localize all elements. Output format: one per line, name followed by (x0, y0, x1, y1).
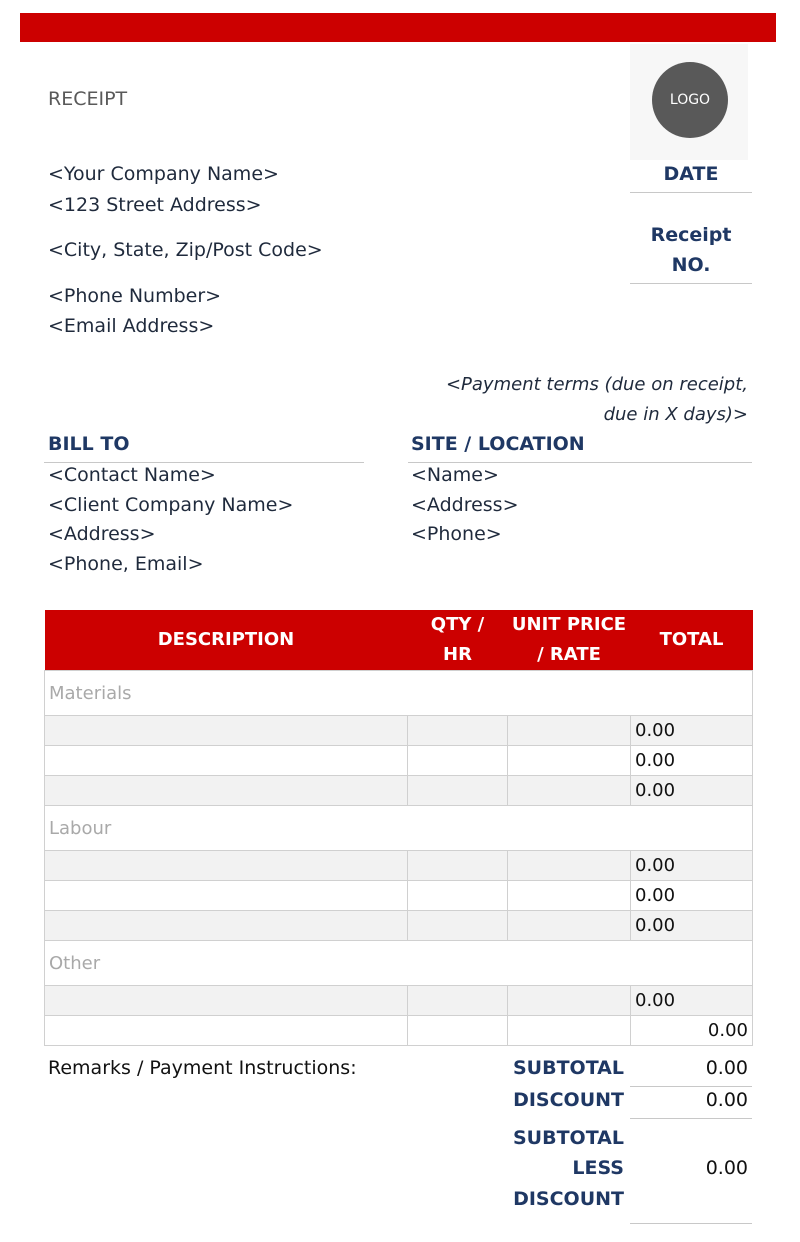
qty-cell[interactable] (408, 746, 508, 776)
bill-to-heading: BILL TO (48, 433, 130, 455)
company-street: <123 Street Address> (48, 194, 262, 216)
section-row-materials (45, 671, 753, 716)
qty-cell[interactable] (408, 986, 508, 1016)
receipt-no-label-line1: Receipt (650, 224, 732, 246)
table-row (45, 716, 753, 746)
description-cell[interactable] (45, 911, 408, 941)
section-label: Labour (45, 806, 753, 851)
total-cell: 0.00 (631, 911, 753, 941)
subtotal-less-discount-label-line2: LESS (572, 1157, 624, 1179)
subtotal-less-discount-label-line3: DISCOUNT (513, 1188, 624, 1210)
receipt-no-divider (630, 283, 752, 284)
table-row (45, 911, 753, 941)
page-title: RECEIPT (48, 88, 128, 110)
site-location-heading: SITE / LOCATION (411, 433, 585, 455)
section-row-labour (45, 806, 753, 851)
bill-to-line: <Phone, Email> (48, 553, 204, 575)
total-cell: 0.00 (631, 881, 753, 911)
qty-cell[interactable] (408, 911, 508, 941)
site-line: <Address> (411, 494, 519, 516)
description-cell[interactable] (45, 746, 408, 776)
bill-to-line: <Contact Name> (48, 464, 216, 486)
total-cell: 0.00 (631, 1016, 753, 1046)
qty-cell[interactable] (408, 716, 508, 746)
unit-price-cell[interactable] (508, 776, 631, 806)
section-label: Other (45, 941, 753, 986)
qty-header: QTY / HR (408, 610, 508, 671)
site-line: <Name> (411, 464, 499, 486)
company-name: <Your Company Name> (48, 163, 279, 185)
discount-value: 0.00 (705, 1089, 748, 1111)
total-cell: 0.00 (631, 746, 753, 776)
table-row (45, 986, 753, 1016)
company-city: <City, State, Zip/Post Code> (48, 239, 323, 261)
subtotal-divider (630, 1086, 752, 1087)
description-cell[interactable] (45, 776, 408, 806)
final-divider (630, 1223, 752, 1224)
subtotal-less-discount-label-line1: SUBTOTAL (512, 1127, 624, 1149)
table-row (45, 1016, 753, 1046)
qty-cell[interactable] (408, 881, 508, 911)
payment-terms-line2: due in X days)> (603, 404, 748, 425)
description-cell[interactable] (45, 716, 408, 746)
line-items-table (44, 610, 753, 1046)
table-row (45, 776, 753, 806)
subtotal-less-discount-value: 0.00 (705, 1157, 748, 1179)
bill-to-divider (44, 462, 364, 463)
unit-price-header: UNIT PRICE / RATE (508, 610, 631, 671)
unit-price-cell[interactable] (508, 986, 631, 1016)
description-cell[interactable] (45, 881, 408, 911)
unit-price-cell[interactable] (508, 1016, 631, 1046)
unit-price-cell[interactable] (508, 881, 631, 911)
total-cell: 0.00 (631, 851, 753, 881)
top-accent-bar (20, 13, 776, 42)
table-row (45, 851, 753, 881)
payment-terms-line1: <Payment terms (due on receipt, (445, 374, 748, 395)
subtotal-value: 0.00 (705, 1057, 748, 1079)
remarks-label: Remarks / Payment Instructions: (48, 1057, 357, 1079)
total-header: TOTAL (631, 610, 753, 671)
company-email: <Email Address> (48, 315, 215, 337)
receipt-no-label-line2: NO. (671, 254, 711, 276)
date-divider (630, 192, 752, 193)
qty-cell[interactable] (408, 851, 508, 881)
description-cell[interactable] (45, 1016, 408, 1046)
table-row (45, 746, 753, 776)
table-header-row (45, 610, 753, 671)
unit-price-cell[interactable] (508, 911, 631, 941)
section-label: Materials (45, 671, 753, 716)
bill-to-line: <Client Company Name> (48, 494, 294, 516)
description-cell[interactable] (45, 851, 408, 881)
description-cell[interactable] (45, 986, 408, 1016)
site-line: <Phone> (411, 523, 502, 545)
company-logo: LOGO (652, 62, 728, 138)
table-row (45, 881, 753, 911)
total-cell: 0.00 (631, 716, 753, 746)
qty-cell[interactable] (408, 776, 508, 806)
description-header: DESCRIPTION (45, 610, 408, 671)
subtotal-label: SUBTOTAL (512, 1057, 624, 1079)
total-cell: 0.00 (631, 986, 753, 1016)
discount-divider (630, 1118, 752, 1119)
unit-price-cell[interactable] (508, 851, 631, 881)
site-location-divider (408, 462, 752, 463)
unit-price-cell[interactable] (508, 716, 631, 746)
section-row-other (45, 941, 753, 986)
total-cell: 0.00 (631, 776, 753, 806)
qty-cell[interactable] (408, 1016, 508, 1046)
bill-to-line: <Address> (48, 523, 156, 545)
company-phone: <Phone Number> (48, 285, 222, 307)
unit-price-cell[interactable] (508, 746, 631, 776)
discount-label: DISCOUNT (513, 1089, 624, 1111)
date-label: DATE (663, 163, 719, 185)
